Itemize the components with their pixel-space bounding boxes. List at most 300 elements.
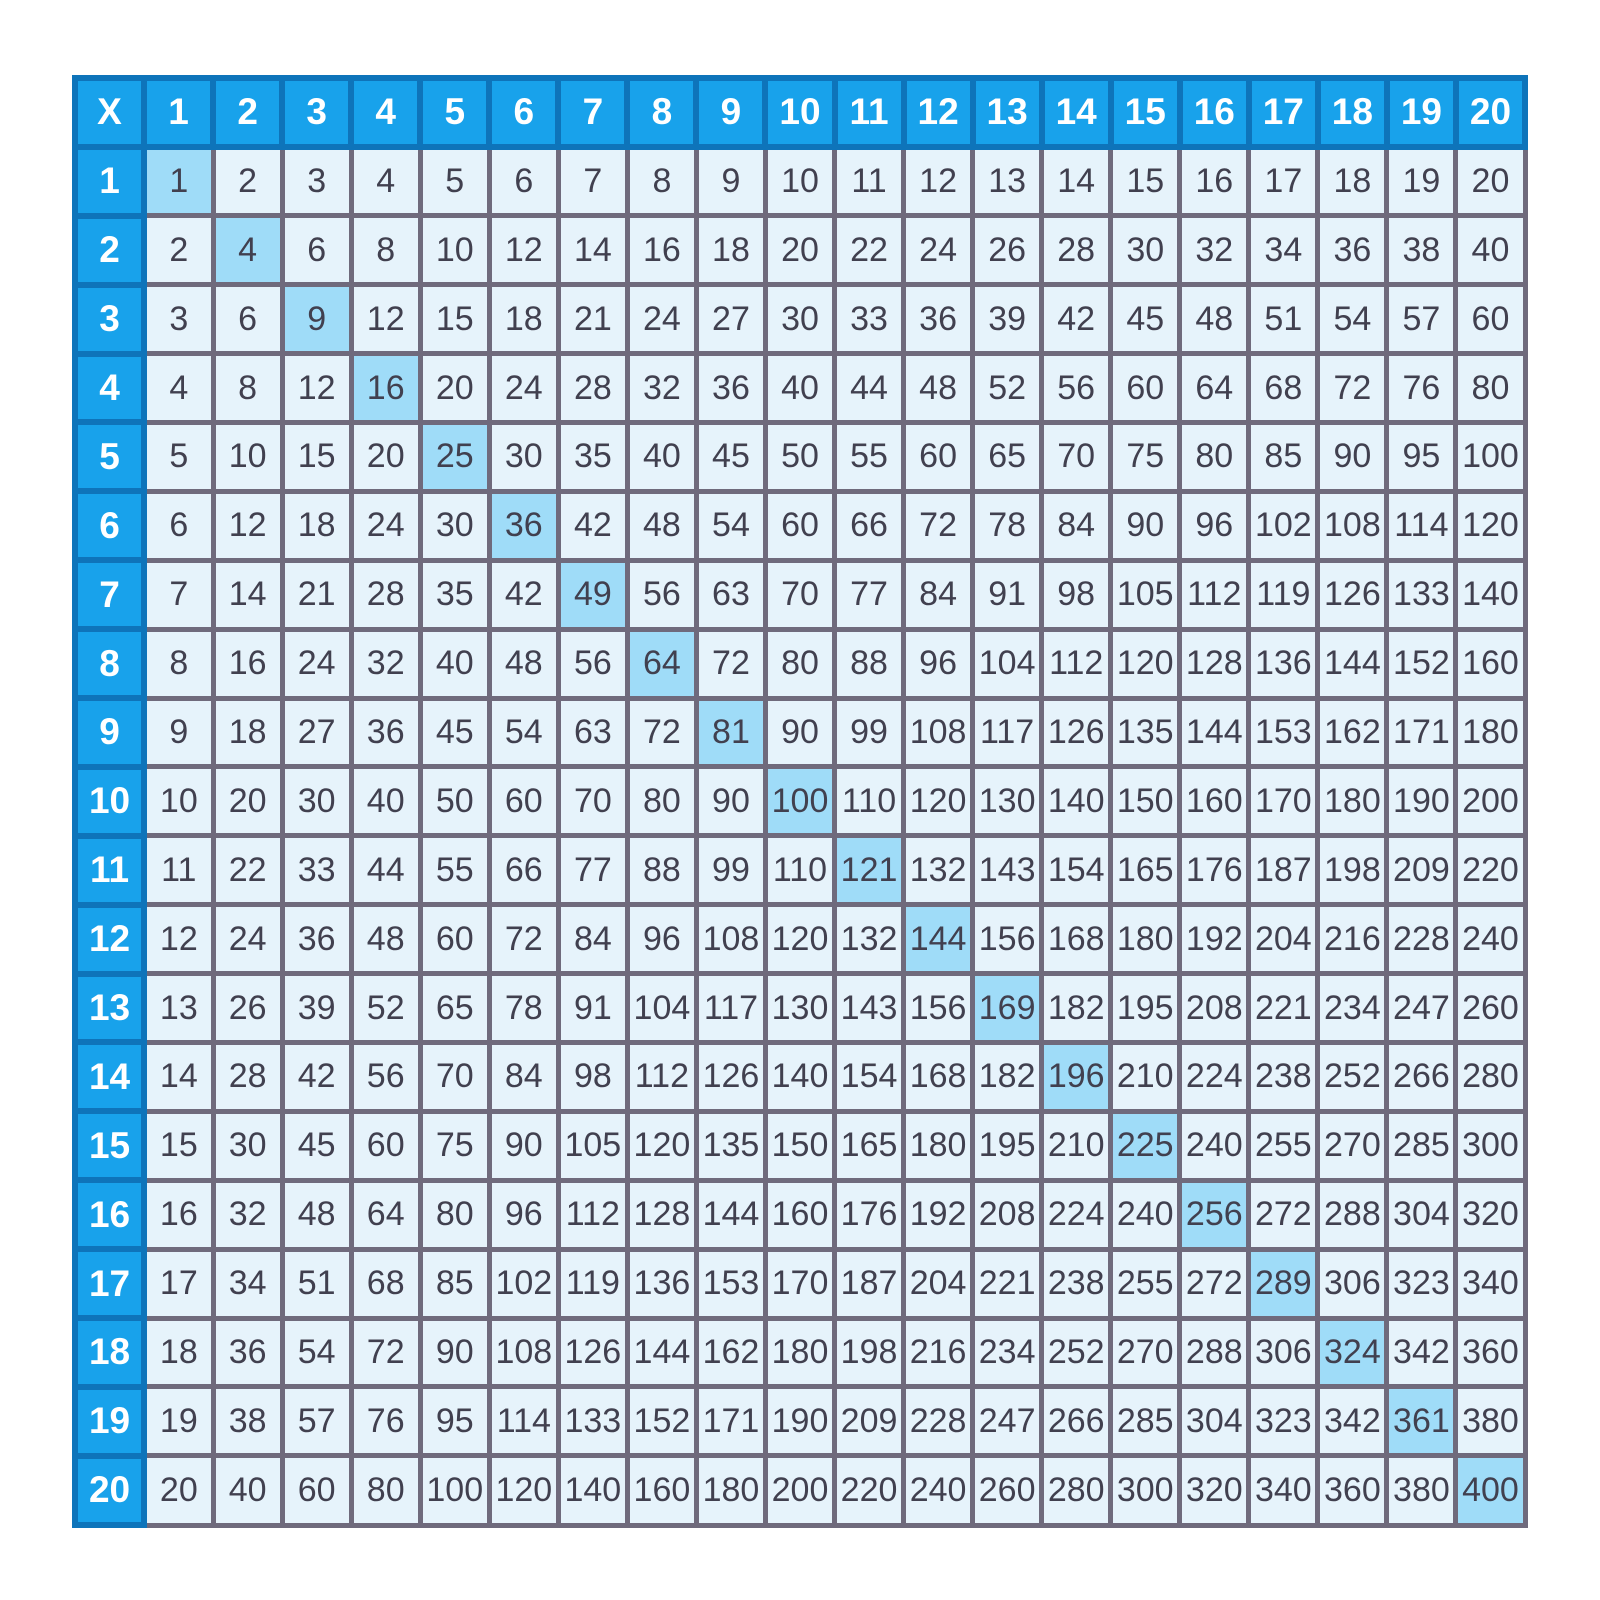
product-cell: 162 [696, 1318, 765, 1387]
product-cell: 165 [1111, 836, 1180, 905]
product-cell: 72 [1318, 354, 1387, 423]
product-cell: 260 [973, 1456, 1042, 1525]
product-cell: 12 [282, 354, 351, 423]
product-cell: 77 [558, 836, 627, 905]
column-header-cell: 3 [282, 78, 351, 147]
product-cell: 126 [696, 1042, 765, 1111]
product-cell: 190 [1387, 767, 1456, 836]
product-cell: 95 [1387, 422, 1456, 491]
product-cell: 40 [627, 422, 696, 491]
product-cell: 380 [1387, 1456, 1456, 1525]
product-cell: 228 [904, 1387, 973, 1456]
product-cell: 55 [835, 422, 904, 491]
row-header-cell: 5 [75, 422, 144, 491]
product-cell: 63 [558, 698, 627, 767]
column-header-cell: 2 [213, 78, 282, 147]
product-cell: 70 [558, 767, 627, 836]
product-cell: 98 [1042, 560, 1111, 629]
product-cell: 5 [420, 147, 489, 216]
product-cell: 60 [420, 905, 489, 974]
product-cell: 240 [904, 1456, 973, 1525]
product-cell: 15 [144, 1111, 213, 1180]
product-cell: 60 [1456, 285, 1525, 354]
table-row [75, 147, 1525, 216]
product-cell: 45 [420, 698, 489, 767]
product-cell: 21 [558, 285, 627, 354]
product-cell: 5 [144, 422, 213, 491]
product-cell: 80 [1180, 422, 1249, 491]
product-cell: 152 [627, 1387, 696, 1456]
product-cell: 85 [420, 1249, 489, 1318]
table-row [75, 1180, 1525, 1249]
row-header-cell: 15 [75, 1111, 144, 1180]
product-cell: 6 [213, 285, 282, 354]
product-cell: 45 [282, 1111, 351, 1180]
table-row [75, 560, 1525, 629]
row-header-cell: 10 [75, 767, 144, 836]
product-cell: 165 [835, 1111, 904, 1180]
product-cell: 80 [351, 1456, 420, 1525]
product-cell: 144 [627, 1318, 696, 1387]
product-cell: 8 [351, 216, 420, 285]
product-cell: 255 [1249, 1111, 1318, 1180]
product-cell: 20 [351, 422, 420, 491]
product-cell: 256 [1180, 1180, 1249, 1249]
table-row [75, 974, 1525, 1043]
product-cell: 119 [558, 1249, 627, 1318]
product-cell: 234 [1318, 974, 1387, 1043]
table-row [75, 285, 1525, 354]
product-cell: 140 [765, 1042, 834, 1111]
product-cell: 198 [835, 1318, 904, 1387]
product-cell: 171 [696, 1387, 765, 1456]
column-header-cell: 15 [1111, 78, 1180, 147]
product-cell: 96 [627, 905, 696, 974]
product-cell: 152 [1387, 629, 1456, 698]
product-cell: 60 [1111, 354, 1180, 423]
product-cell: 272 [1249, 1180, 1318, 1249]
product-cell: 84 [489, 1042, 558, 1111]
product-cell: 24 [489, 354, 558, 423]
product-cell: 80 [420, 1180, 489, 1249]
product-cell: 96 [1180, 491, 1249, 560]
product-cell: 238 [1042, 1249, 1111, 1318]
product-cell: 102 [489, 1249, 558, 1318]
product-cell: 28 [1042, 216, 1111, 285]
table-row [75, 1318, 1525, 1387]
product-cell: 99 [835, 698, 904, 767]
product-cell: 72 [351, 1318, 420, 1387]
product-cell: 18 [696, 216, 765, 285]
product-cell: 3 [282, 147, 351, 216]
product-cell: 8 [627, 147, 696, 216]
product-cell: 180 [1111, 905, 1180, 974]
product-cell: 26 [213, 974, 282, 1043]
product-cell: 180 [1318, 767, 1387, 836]
product-cell: 144 [1180, 698, 1249, 767]
product-cell: 180 [696, 1456, 765, 1525]
product-cell: 35 [558, 422, 627, 491]
product-cell: 88 [627, 836, 696, 905]
product-cell: 100 [1456, 422, 1525, 491]
product-cell: 38 [1387, 216, 1456, 285]
product-cell: 36 [213, 1318, 282, 1387]
product-cell: 234 [973, 1318, 1042, 1387]
product-cell: 56 [558, 629, 627, 698]
product-cell: 210 [1111, 1042, 1180, 1111]
multiplication-chart [72, 75, 1528, 1528]
product-cell: 160 [1180, 767, 1249, 836]
product-cell: 96 [904, 629, 973, 698]
product-cell: 324 [1318, 1318, 1387, 1387]
table-row [75, 216, 1525, 285]
product-cell: 304 [1387, 1180, 1456, 1249]
table-row [75, 354, 1525, 423]
product-cell: 133 [1387, 560, 1456, 629]
product-cell: 57 [282, 1387, 351, 1456]
product-cell: 72 [489, 905, 558, 974]
product-cell: 108 [696, 905, 765, 974]
product-cell: 18 [282, 491, 351, 560]
product-cell: 120 [904, 767, 973, 836]
product-cell: 238 [1249, 1042, 1318, 1111]
product-cell: 195 [973, 1111, 1042, 1180]
product-cell: 102 [1249, 491, 1318, 560]
product-cell: 18 [489, 285, 558, 354]
corner-cell: X [75, 78, 144, 147]
product-cell: 54 [489, 698, 558, 767]
product-cell: 17 [1249, 147, 1318, 216]
product-cell: 117 [696, 974, 765, 1043]
product-cell: 26 [973, 216, 1042, 285]
product-cell: 68 [1249, 354, 1318, 423]
product-cell: 304 [1180, 1387, 1249, 1456]
product-cell: 361 [1387, 1387, 1456, 1456]
product-cell: 240 [1456, 905, 1525, 974]
row-header-cell: 17 [75, 1249, 144, 1318]
product-cell: 289 [1249, 1249, 1318, 1318]
product-cell: 56 [351, 1042, 420, 1111]
row-header-cell: 20 [75, 1456, 144, 1525]
product-cell: 110 [835, 767, 904, 836]
table-body [75, 78, 1525, 1525]
product-cell: 105 [1111, 560, 1180, 629]
product-cell: 48 [282, 1180, 351, 1249]
product-cell: 52 [973, 354, 1042, 423]
product-cell: 272 [1180, 1249, 1249, 1318]
row-header-cell: 14 [75, 1042, 144, 1111]
product-cell: 140 [1456, 560, 1525, 629]
product-cell: 30 [213, 1111, 282, 1180]
product-cell: 150 [765, 1111, 834, 1180]
product-cell: 13 [973, 147, 1042, 216]
product-cell: 32 [351, 629, 420, 698]
row-header-cell: 2 [75, 216, 144, 285]
product-cell: 195 [1111, 974, 1180, 1043]
product-cell: 221 [973, 1249, 1042, 1318]
product-cell: 65 [973, 422, 1042, 491]
product-cell: 252 [1042, 1318, 1111, 1387]
product-cell: 221 [1249, 974, 1318, 1043]
product-cell: 171 [1387, 698, 1456, 767]
product-cell: 16 [144, 1180, 213, 1249]
product-cell: 209 [835, 1387, 904, 1456]
product-cell: 14 [1042, 147, 1111, 216]
product-cell: 342 [1387, 1318, 1456, 1387]
product-cell: 288 [1318, 1180, 1387, 1249]
product-cell: 4 [144, 354, 213, 423]
product-cell: 28 [351, 560, 420, 629]
product-cell: 14 [558, 216, 627, 285]
product-cell: 4 [351, 147, 420, 216]
product-cell: 30 [282, 767, 351, 836]
product-cell: 121 [835, 836, 904, 905]
product-cell: 153 [1249, 698, 1318, 767]
product-cell: 68 [351, 1249, 420, 1318]
product-cell: 204 [904, 1249, 973, 1318]
product-cell: 33 [835, 285, 904, 354]
product-cell: 48 [904, 354, 973, 423]
product-cell: 128 [1180, 629, 1249, 698]
product-cell: 40 [351, 767, 420, 836]
product-cell: 117 [973, 698, 1042, 767]
product-cell: 180 [765, 1318, 834, 1387]
product-cell: 280 [1042, 1456, 1111, 1525]
table-row [75, 1111, 1525, 1180]
product-cell: 104 [627, 974, 696, 1043]
product-cell: 16 [351, 354, 420, 423]
product-cell: 90 [1111, 491, 1180, 560]
product-cell: 224 [1042, 1180, 1111, 1249]
product-cell: 81 [696, 698, 765, 767]
product-cell: 24 [627, 285, 696, 354]
product-cell: 7 [144, 560, 213, 629]
product-cell: 24 [351, 491, 420, 560]
product-cell: 112 [558, 1180, 627, 1249]
product-cell: 20 [765, 216, 834, 285]
product-cell: 52 [351, 974, 420, 1043]
product-cell: 340 [1249, 1456, 1318, 1525]
product-cell: 144 [696, 1180, 765, 1249]
column-header-cell: 6 [489, 78, 558, 147]
product-cell: 42 [558, 491, 627, 560]
row-header-cell: 7 [75, 560, 144, 629]
row-header-cell: 9 [75, 698, 144, 767]
column-header-cell: 20 [1456, 78, 1525, 147]
product-cell: 45 [1111, 285, 1180, 354]
product-cell: 288 [1180, 1318, 1249, 1387]
product-cell: 306 [1249, 1318, 1318, 1387]
product-cell: 143 [973, 836, 1042, 905]
product-cell: 70 [765, 560, 834, 629]
product-cell: 196 [1042, 1042, 1111, 1111]
product-cell: 34 [1249, 216, 1318, 285]
product-cell: 42 [282, 1042, 351, 1111]
product-cell: 90 [489, 1111, 558, 1180]
product-cell: 150 [1111, 767, 1180, 836]
product-cell: 210 [1042, 1111, 1111, 1180]
product-cell: 252 [1318, 1042, 1387, 1111]
product-cell: 27 [696, 285, 765, 354]
product-cell: 44 [351, 836, 420, 905]
product-cell: 108 [489, 1318, 558, 1387]
product-cell: 60 [351, 1111, 420, 1180]
multiplication-table [72, 75, 1528, 1528]
product-cell: 78 [973, 491, 1042, 560]
column-header-cell: 9 [696, 78, 765, 147]
product-cell: 126 [558, 1318, 627, 1387]
product-cell: 88 [835, 629, 904, 698]
table-row [75, 767, 1525, 836]
product-cell: 90 [420, 1318, 489, 1387]
product-cell: 340 [1456, 1249, 1525, 1318]
product-cell: 285 [1111, 1387, 1180, 1456]
product-cell: 204 [1249, 905, 1318, 974]
product-cell: 80 [765, 629, 834, 698]
product-cell: 65 [420, 974, 489, 1043]
product-cell: 260 [1456, 974, 1525, 1043]
product-cell: 22 [213, 836, 282, 905]
product-cell: 266 [1387, 1042, 1456, 1111]
column-header-cell: 12 [904, 78, 973, 147]
product-cell: 156 [973, 905, 1042, 974]
product-cell: 75 [1111, 422, 1180, 491]
product-cell: 160 [1456, 629, 1525, 698]
product-cell: 120 [765, 905, 834, 974]
header-row [75, 78, 1525, 147]
product-cell: 200 [1456, 767, 1525, 836]
product-cell: 38 [213, 1387, 282, 1456]
product-cell: 49 [558, 560, 627, 629]
product-cell: 12 [213, 491, 282, 560]
product-cell: 36 [282, 905, 351, 974]
product-cell: 72 [627, 698, 696, 767]
product-cell: 135 [1111, 698, 1180, 767]
product-cell: 20 [1456, 147, 1525, 216]
product-cell: 216 [1318, 905, 1387, 974]
product-cell: 60 [489, 767, 558, 836]
product-cell: 135 [696, 1111, 765, 1180]
product-cell: 20 [144, 1456, 213, 1525]
product-cell: 144 [904, 905, 973, 974]
product-cell: 27 [282, 698, 351, 767]
product-cell: 28 [213, 1042, 282, 1111]
product-cell: 14 [213, 560, 282, 629]
product-cell: 200 [765, 1456, 834, 1525]
row-header-cell: 11 [75, 836, 144, 905]
product-cell: 30 [765, 285, 834, 354]
table-row [75, 1249, 1525, 1318]
product-cell: 342 [1318, 1387, 1387, 1456]
product-cell: 50 [765, 422, 834, 491]
column-header-cell: 10 [765, 78, 834, 147]
product-cell: 56 [1042, 354, 1111, 423]
product-cell: 54 [696, 491, 765, 560]
product-cell: 36 [904, 285, 973, 354]
product-cell: 170 [765, 1249, 834, 1318]
product-cell: 105 [558, 1111, 627, 1180]
product-cell: 187 [1249, 836, 1318, 905]
product-cell: 30 [420, 491, 489, 560]
product-cell: 66 [835, 491, 904, 560]
product-cell: 60 [904, 422, 973, 491]
product-cell: 90 [696, 767, 765, 836]
row-header-cell: 6 [75, 491, 144, 560]
product-cell: 4 [213, 216, 282, 285]
product-cell: 300 [1111, 1456, 1180, 1525]
product-cell: 72 [904, 491, 973, 560]
product-cell: 216 [904, 1318, 973, 1387]
product-cell: 80 [627, 767, 696, 836]
product-cell: 7 [558, 147, 627, 216]
product-cell: 15 [1111, 147, 1180, 216]
product-cell: 168 [904, 1042, 973, 1111]
product-cell: 20 [420, 354, 489, 423]
column-header-cell: 7 [558, 78, 627, 147]
product-cell: 12 [489, 216, 558, 285]
product-cell: 14 [144, 1042, 213, 1111]
product-cell: 21 [282, 560, 351, 629]
product-cell: 112 [627, 1042, 696, 1111]
product-cell: 39 [282, 974, 351, 1043]
product-cell: 192 [1180, 905, 1249, 974]
product-cell: 76 [1387, 354, 1456, 423]
product-cell: 18 [144, 1318, 213, 1387]
product-cell: 182 [973, 1042, 1042, 1111]
product-cell: 182 [1042, 974, 1111, 1043]
product-cell: 70 [420, 1042, 489, 1111]
column-header-cell: 19 [1387, 78, 1456, 147]
product-cell: 323 [1387, 1249, 1456, 1318]
product-cell: 9 [696, 147, 765, 216]
product-cell: 90 [1318, 422, 1387, 491]
product-cell: 19 [1387, 147, 1456, 216]
product-cell: 170 [1249, 767, 1318, 836]
product-cell: 24 [904, 216, 973, 285]
product-cell: 32 [1180, 216, 1249, 285]
product-cell: 76 [351, 1387, 420, 1456]
product-cell: 240 [1180, 1111, 1249, 1180]
product-cell: 57 [1387, 285, 1456, 354]
product-cell: 187 [835, 1249, 904, 1318]
product-cell: 44 [835, 354, 904, 423]
product-cell: 300 [1456, 1111, 1525, 1180]
row-header-cell: 18 [75, 1318, 144, 1387]
product-cell: 18 [213, 698, 282, 767]
product-cell: 133 [558, 1387, 627, 1456]
product-cell: 36 [1318, 216, 1387, 285]
product-cell: 120 [1111, 629, 1180, 698]
product-cell: 28 [558, 354, 627, 423]
product-cell: 63 [696, 560, 765, 629]
product-cell: 51 [282, 1249, 351, 1318]
product-cell: 270 [1111, 1318, 1180, 1387]
product-cell: 323 [1249, 1387, 1318, 1456]
product-cell: 320 [1456, 1180, 1525, 1249]
product-cell: 50 [420, 767, 489, 836]
product-cell: 33 [282, 836, 351, 905]
product-cell: 108 [1318, 491, 1387, 560]
product-cell: 15 [420, 285, 489, 354]
product-cell: 108 [904, 698, 973, 767]
table-row [75, 1456, 1525, 1525]
product-cell: 198 [1318, 836, 1387, 905]
product-cell: 306 [1318, 1249, 1387, 1318]
product-cell: 30 [1111, 216, 1180, 285]
product-cell: 66 [489, 836, 558, 905]
product-cell: 34 [213, 1249, 282, 1318]
product-cell: 56 [627, 560, 696, 629]
